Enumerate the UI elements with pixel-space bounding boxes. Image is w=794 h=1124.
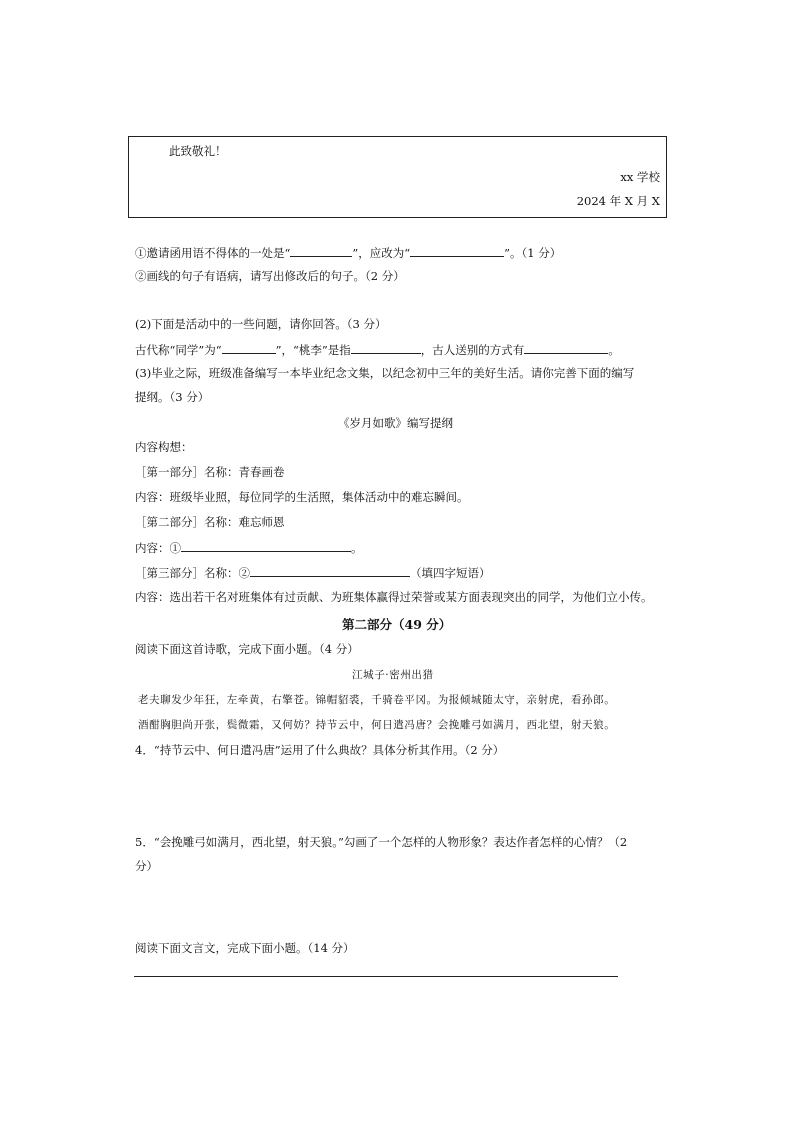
divider-line (134, 976, 618, 977)
outline-part1-name: ［第一部分］名称：青春画卷 (135, 465, 285, 479)
outline-part2-content: 内容：① 。 (135, 541, 363, 555)
section2-heading: 第二部分（49 分） (342, 617, 452, 632)
poem-line-1: 老夫聊发少年狂，左牵黄，右擎苍。锦帽貂裘，千骑卷平冈。为报倾城随太守，亲射虎，看孙郎。 (138, 694, 616, 706)
q3-line2: 提纲。（3 分） (135, 390, 210, 404)
outline-part2-name: ［第二部分］名称：难忘师恩 (135, 515, 285, 529)
answer-blank[interactable] (290, 244, 352, 257)
outline-part1-content: 内容：班级毕业照，每位同学的生活照，集体活动中的难忘瞬间。 (135, 490, 469, 504)
poem-intro: 阅读下面这首诗歌，完成下面小题。（4 分） (135, 642, 359, 656)
letter-signature: xx 学校 (620, 170, 660, 184)
outline-part3-content: 内容：选出若干名对班集体有过贡献、为班集体赢得过荣誉或某方面表现突出的同学，为他们立小传。 (135, 590, 653, 604)
outline-title: 《岁月如歌》编写提纲 (338, 416, 453, 430)
outline-concept: 内容构想： (135, 440, 193, 454)
q2-line: 古代称“同学”为“ ”，“桃李”是指 ，古人送别的方式有 。 (135, 343, 620, 357)
q1-item1: ①邀请函用语不得体的一处是“ ”，应改为“ ”。（1 分） (135, 246, 562, 260)
answer-blank[interactable] (250, 564, 410, 577)
question-4: 4．“持节云中、何日遣冯唐”运用了什么典故？具体分析其作用。（2 分） (135, 743, 505, 757)
prose-intro: 阅读下面文言文，完成下面小题。（14 分） (135, 941, 355, 955)
answer-blank[interactable] (181, 539, 351, 552)
letter-date: 2024 年 X 月 X (576, 194, 660, 208)
answer-blank[interactable] (410, 244, 504, 257)
answer-blank[interactable] (351, 341, 421, 354)
question-5-line-2: 分） (135, 859, 158, 873)
letter-closing: 此致敬礼！ (169, 144, 227, 158)
poem-line-2: 酒酣胸胆尚开张，鬓微霜，又何妨？持节云中，何日遣冯唐？会挽雕弓如满月，西北望，射天狼。 (138, 719, 616, 731)
q1-item2: ②画线的句子有语病，请写出修改后的句子。（2 分） (135, 269, 405, 283)
question-5-line-1: 5．“会挽雕弓如满月，西北望，射天狼。”勾画了一个怎样的人物形象？表达作者怎样的心情？（2 (135, 835, 628, 849)
outline-part3-name: ［第三部分］名称：② （填四字短语） (135, 566, 491, 580)
q3-line1: (3)毕业之际，班级准备编写一本毕业纪念文集，以纪念初中三年的美好生活。请你完善下面的编写 (135, 366, 635, 380)
q2-title: (2)下面是活动中的一些问题，请你回答。（3 分） (135, 317, 387, 331)
poem-title: 江城子·密州出猎 (352, 669, 434, 681)
letter-box (128, 136, 667, 218)
answer-blank[interactable] (524, 341, 608, 354)
answer-blank[interactable] (222, 341, 276, 354)
